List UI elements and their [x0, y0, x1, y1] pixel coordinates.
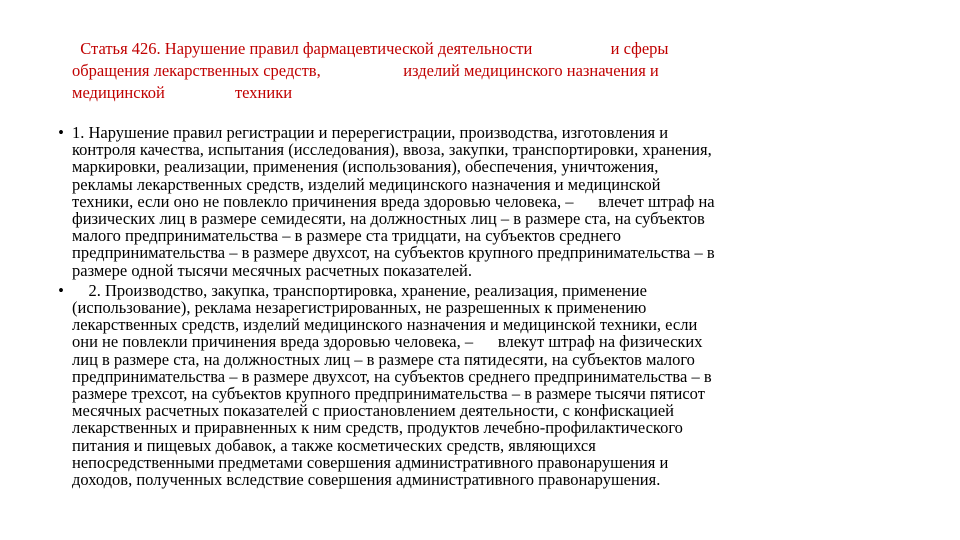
paragraph-2	[72, 282, 876, 488]
paragraph-line: маркировки, реализации, применения (использования), обеспечения, уничтожения,	[72, 157, 659, 177]
title-line: медицинской техники	[72, 83, 293, 102]
paragraph-line: техники, если оно не повлекло причинения вреда здоровью человека, – влечет штраф на	[72, 191, 715, 211]
paragraph-line: размере трехсот, на субъектов крупного предпринимательства – в размере тысячи пятисот	[72, 384, 705, 404]
slide-title	[72, 38, 872, 104]
paragraph-line: месячных расчетных показателей с приостановлением деятельности, с конфискацией	[72, 401, 675, 421]
paragraph-line: предпринимательства – в размере двухсот, на субъектов среднего предпринимательства – в	[72, 366, 712, 386]
paragraph-line: 1. Нарушение правил регистрации и перерегистрации, производства, изготовления и	[72, 123, 669, 142]
title-line: обращения лекарственных средств, изделий медицинского назначения и	[72, 61, 659, 80]
paragraph-1	[72, 124, 876, 279]
paragraph-line: лиц в размере ста, на должностных лиц – в размере ста пятидесяти, на субъектов малого	[72, 349, 695, 369]
article-body	[56, 124, 876, 488]
paragraph-line: размере одной тысячи месячных расчетных показателей.	[72, 260, 472, 280]
paragraph-line: непосредственными предметами совершения административного правонарушения и	[72, 452, 669, 472]
paragraph-line: питания и пищевых добавок, а также косметических средств, являющихся	[72, 435, 596, 455]
paragraph-line: предпринимательства – в размере двухсот, на субъектов крупного предпринимательства – в	[72, 243, 715, 263]
title-line: Статья 426. Нарушение правил фармацевтической деятельности и сферы	[72, 39, 669, 58]
list-item-1	[56, 124, 876, 279]
paragraph-line: физических лиц в размере семидесяти, на должностных лиц – в размере ста, на субъектов	[72, 209, 705, 229]
paragraph-line: доходов, полученных вследствие совершения административного правонарушения.	[72, 470, 661, 490]
paragraph-line: малого предпринимательства – в размере ста тридцати, на субъектов среднего	[72, 226, 621, 246]
paragraph-line: лекарственных средств, изделий медицинского назначения и медицинской техники, если	[72, 315, 698, 335]
paragraph-line: лекарственных и приравненных к ним средств, продуктов лечебно-профилактического	[72, 418, 683, 438]
paragraph-line: (использование), реклама незарегистрированных, не разрешенных к применению	[72, 298, 647, 318]
paragraph-line: рекламы лекарственных средств, изделий медицинского назначения и медицинской	[72, 174, 661, 194]
paragraph-line: они не повлекли причинения вреда здоровью человека, – влекут штраф на физических	[72, 332, 703, 352]
bullet-icon: •	[58, 280, 64, 300]
paragraph-line: контроля качества, испытания (исследования), ввоза, закупки, транспортировки, хранения,	[72, 140, 712, 160]
bullet-icon: •	[58, 123, 64, 142]
list-item-2	[56, 282, 876, 488]
paragraph-line: 2. Производство, закупка, транспортировка, хранение, реализация, применение	[72, 280, 647, 300]
